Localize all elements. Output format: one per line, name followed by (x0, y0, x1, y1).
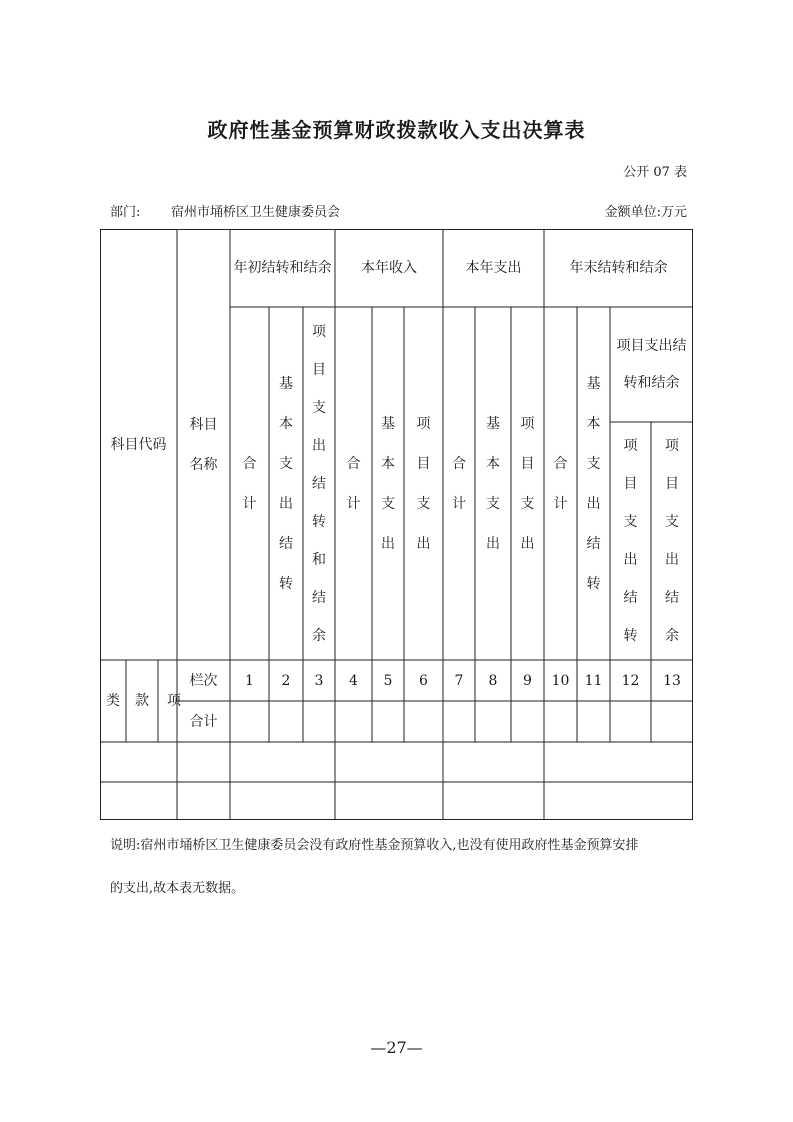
header-end-total: 合计 (553, 455, 568, 512)
column-number: 9 (523, 672, 532, 689)
header-group-begin-box (230, 229, 335, 307)
column-number: 10 (551, 672, 570, 689)
column-number: 11 (584, 672, 603, 689)
amount-unit: 金额单位:万元 (604, 205, 687, 220)
header-begin-total-box (230, 307, 269, 660)
header-subject-name-box (177, 229, 230, 660)
header-end-project-box (610, 307, 693, 422)
column-number: 4 (349, 672, 358, 689)
document-title: 政府性基金预算财政拨款收入支出决算表 (207, 118, 586, 142)
header-income-basic-box (372, 307, 404, 660)
column-number: 5 (383, 672, 393, 689)
header-income-project: 项目支出 (416, 415, 431, 552)
header-begin-project: 项目支出结转和结余 (312, 323, 326, 644)
header-expense-total-box (443, 307, 475, 660)
header-begin-total: 合计 (242, 455, 257, 512)
header-code-item-box (158, 660, 181, 742)
page-number: —27— (370, 1038, 423, 1057)
header-end-basic-box (577, 307, 610, 660)
row-label-column-index: 栏次 (189, 672, 218, 689)
form-number: 公开 07 表 (623, 165, 687, 180)
header-end-project-balance-box (651, 422, 693, 660)
column-number: 8 (488, 672, 498, 689)
header-group-expense: 本年支出 (465, 260, 522, 276)
header-subject-code: 科目代码 (110, 436, 167, 453)
header-income-project-box (404, 307, 443, 660)
header-begin-basic-box (269, 307, 303, 660)
header-code-class: 类 (106, 693, 120, 709)
header-income-total: 合计 (346, 455, 361, 512)
header-end-project-carry-box (610, 422, 651, 660)
column-number: 13 (663, 672, 681, 689)
column-number: 3 (314, 672, 324, 689)
column-number: 1 (245, 672, 254, 689)
column-number: 7 (454, 672, 464, 689)
header-expense-basic-box (475, 307, 511, 660)
header-subject-name: 科目名称 (189, 416, 218, 473)
header-begin-basic: 基本支出结转 (279, 375, 293, 592)
header-expense-basic: 基本支出 (486, 415, 500, 552)
column-number: 6 (419, 672, 428, 689)
header-begin-project-box (303, 307, 335, 660)
fund-budget-table (100, 229, 693, 820)
header-code-section: 款 (135, 693, 149, 709)
header-group-end: 年末结转和结余 (569, 260, 668, 276)
header-end-basic: 基本支出结转 (586, 375, 601, 592)
header-group-income: 本年收入 (361, 260, 417, 276)
header-expense-project: 项目支出 (520, 415, 535, 552)
column-number: 2 (281, 672, 291, 689)
header-income-total-box (335, 307, 372, 660)
department-label: 部门: (110, 205, 141, 220)
column-number: 12 (621, 672, 640, 689)
header-income-basic: 基本支出 (381, 415, 395, 552)
header-end-project-carry: 项目支出结转 (623, 438, 638, 644)
header-end-project-balance: 项目支出结余 (665, 438, 679, 644)
header-expense-project-box (511, 307, 544, 660)
row-label-total: 合计 (189, 713, 218, 730)
department-name: 宿州市埇桥区卫生健康委员会 (171, 205, 341, 220)
header-expense-total: 合计 (452, 455, 466, 512)
header-end-project: 项目支出结转和结余 (616, 337, 687, 391)
header-group-begin: 年初结转和结余 (233, 260, 332, 276)
note-line-1: 说明:宿州市埇桥区卫生健康委员会没有政府性基金预算收入,也没有使用政府性基金预算安排 (110, 838, 639, 853)
note-line-2: 的支出,故本表无数据。 (110, 881, 245, 896)
header-end-total-box (544, 307, 577, 660)
header-code-item: 项 (167, 693, 181, 709)
